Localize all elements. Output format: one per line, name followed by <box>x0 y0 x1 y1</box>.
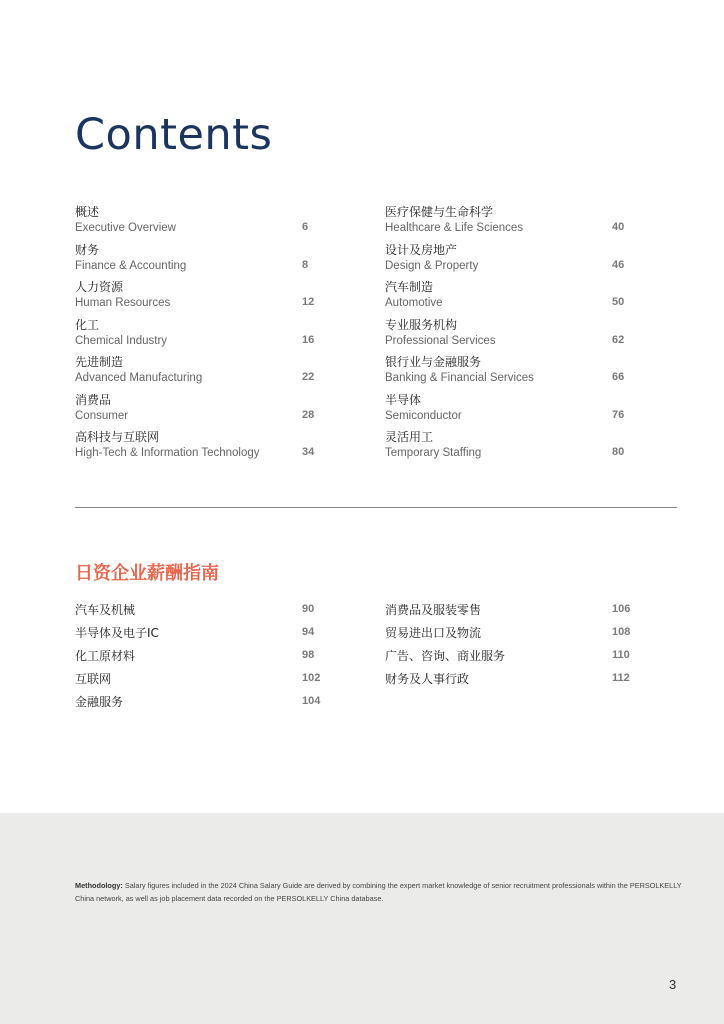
japanese-entry-page: 110 <box>612 649 630 661</box>
japanese-entry[interactable] <box>75 602 325 625</box>
toc-entry-page: 12 <box>302 296 315 308</box>
toc-entry-en: Automotive <box>385 297 443 309</box>
toc-entry[interactable] <box>385 318 635 356</box>
toc-entry-zh: 半导体 <box>385 392 422 407</box>
japanese-entry-label: 金融服务 <box>75 695 124 709</box>
page-number: 3 <box>669 977 677 992</box>
toc-entry-en: Chemical Industry <box>75 334 168 347</box>
toc-entry-en: Human Resources <box>75 297 171 309</box>
toc-left-column <box>75 205 325 468</box>
japanese-entry[interactable] <box>385 671 635 694</box>
toc-entry[interactable] <box>75 318 325 356</box>
toc-entry-zh: 汽车制造 <box>385 280 434 294</box>
toc-entry-zh: 财务 <box>75 242 100 257</box>
japanese-entry-label: 贸易进出口及物流 <box>385 626 482 640</box>
toc-entry-page: 16 <box>302 333 315 346</box>
japanese-entry-label: 财务及人事行政 <box>385 672 470 686</box>
toc-entry-zh: 医疗保健与生命科学 <box>385 205 494 219</box>
toc-entry-en: High-Tech & Information Technology <box>75 447 260 459</box>
section-divider <box>75 507 677 508</box>
toc-right-column <box>385 205 635 468</box>
toc-entry-page: 76 <box>612 408 625 421</box>
japanese-entry-page: 104 <box>302 695 321 707</box>
japanese-entry[interactable] <box>385 648 635 671</box>
toc-entry-zh: 高科技与互联网 <box>75 430 160 444</box>
toc-entry-en: Executive Overview <box>75 222 176 234</box>
methodology-text: Salary figures included in the 2024 China Salary Guide are derived by combining the expert market knowledge of senior recruitment professionals within the PERSOLKELLY China network, as well as job placement data recorded on the PERSOLKELLY China database. <box>75 881 682 903</box>
japanese-entry-page: 112 <box>612 672 630 684</box>
japanese-left-column <box>75 602 325 717</box>
japanese-entry-label: 消费品及服装零售 <box>385 603 482 617</box>
japanese-entry-page: 94 <box>302 626 315 638</box>
toc-entry-page: 40 <box>612 221 625 233</box>
page-title: Contents <box>75 110 273 160</box>
toc-entry[interactable] <box>385 280 635 318</box>
japanese-entry-page: 108 <box>612 626 631 638</box>
methodology-note <box>75 880 685 905</box>
toc-entry-en: Semiconductor <box>385 409 462 422</box>
toc-entry-en: Design & Property <box>385 259 479 272</box>
japanese-entry-label: 广告、咨询、商业服务 <box>385 649 506 663</box>
toc-entry[interactable] <box>385 393 635 431</box>
toc-entry-zh: 人力资源 <box>75 280 124 294</box>
toc-entry[interactable] <box>75 280 325 318</box>
japanese-entry-label: 汽车及机械 <box>75 603 136 617</box>
toc-entry[interactable] <box>385 205 635 243</box>
japanese-entry[interactable] <box>75 694 325 717</box>
toc-entry-page: 62 <box>612 333 625 346</box>
toc-entry-zh: 银行业与金融服务 <box>385 355 482 369</box>
toc-entry-page: 22 <box>302 371 315 383</box>
toc-entry[interactable] <box>75 430 325 468</box>
toc-entry-page: 46 <box>612 258 625 271</box>
japanese-entry-label: 化工原材料 <box>75 649 136 663</box>
japanese-entry-label: 互联网 <box>75 672 112 686</box>
japanese-entry-page: 90 <box>302 603 315 615</box>
methodology-label: Methodology: <box>75 881 123 890</box>
japanese-entry[interactable] <box>385 602 635 625</box>
toc-entry[interactable] <box>75 393 325 431</box>
toc-entry[interactable] <box>385 355 635 393</box>
japanese-entry[interactable] <box>75 671 325 694</box>
toc-entry-page: 66 <box>612 371 625 383</box>
toc-entry-en: Healthcare & Life Sciences <box>385 222 524 234</box>
toc-entry-en: Advanced Manufacturing <box>75 372 203 384</box>
japanese-entry-page: 102 <box>302 672 321 684</box>
toc-entry-en: Consumer <box>75 409 129 422</box>
toc-entry[interactable] <box>385 430 635 468</box>
toc-entry-page: 8 <box>302 258 309 271</box>
footer-band <box>0 813 724 1024</box>
toc-entry-en: Temporary Staffing <box>385 447 482 459</box>
toc-entry[interactable] <box>75 355 325 393</box>
japanese-entry[interactable] <box>385 625 635 648</box>
japanese-section-title: 日资企业薪酬指南 <box>75 563 219 584</box>
japanese-right-column <box>385 602 635 694</box>
toc-entry[interactable] <box>75 243 325 281</box>
toc-entry-zh: 化工 <box>75 317 100 332</box>
japanese-entry-page: 106 <box>612 603 631 615</box>
toc-entry-page: 50 <box>612 296 625 308</box>
toc-entry-en: Professional Services <box>385 334 496 347</box>
toc-entry[interactable] <box>75 205 325 243</box>
toc-entry-zh: 灵活用工 <box>385 430 434 444</box>
toc-entry-page: 80 <box>612 446 625 458</box>
japanese-entry-page: 98 <box>302 649 315 661</box>
toc-entry-en: Banking & Financial Services <box>385 372 534 384</box>
toc-entry-en: Finance & Accounting <box>75 259 187 272</box>
toc-entry-zh: 消费品 <box>75 392 112 407</box>
japanese-entry[interactable] <box>75 625 325 648</box>
toc-entry-page: 28 <box>302 408 315 421</box>
toc-entry-zh: 先进制造 <box>75 355 124 369</box>
toc-entry-page: 34 <box>302 446 315 458</box>
japanese-entry[interactable] <box>75 648 325 671</box>
japanese-entry-label: 半导体及电子IC <box>75 626 159 640</box>
toc-entry-zh: 概述 <box>75 205 100 219</box>
toc-entry-zh: 设计及房地产 <box>385 242 458 257</box>
toc-entry-zh: 专业服务机构 <box>385 317 458 332</box>
toc-entry-page: 6 <box>302 221 309 233</box>
toc-entry[interactable] <box>385 243 635 281</box>
